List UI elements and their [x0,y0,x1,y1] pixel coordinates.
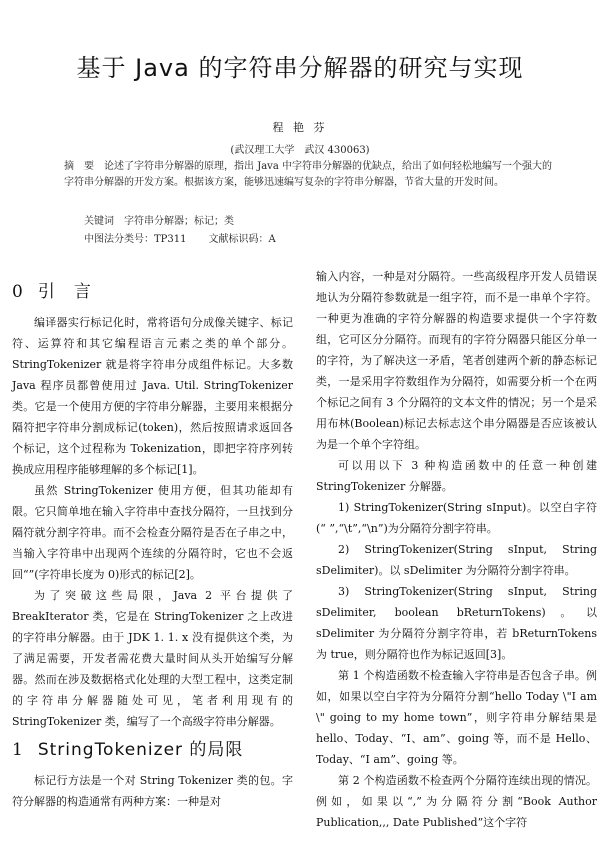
author-name: 程 艳 芬 [272,121,328,134]
paragraph: 可以用以下 3 种构造函数中的任意一种创建 StringTokenizer 分解器。 [316,459,597,493]
paragraph: 为了突破这些局限，Java 2 平台提供了 BreakIterator 类，它是在 StringTokenizer 之上改进的字符串分解器。由于 JDK 1. 1. x 没有提供这个类，为了满足需要，开发者需花费大量时间从头开始编写分解器。然而在涉及数据格式化处理的大型工程中，这类定制的字符串分解器随处可见，笔者利用现有的 StringTokenizer 类，编写了一个高级字符串分解器。 [12,589,293,728]
abstract: 摘 要 论述了字符串分解器的原理，指出 Java 中字符串分解器的优缺点，给出了如何轻松地编写一个强大的字符串分解器的开发方案。根据该方案，能够迅速编写复杂的字符串分解器，节省大量的开发时间。 [64,161,552,188]
paper-title: 基于 Java 的字符串分解器的研究与实现 [76,54,524,82]
keywords: 关键词 字符串分解器；标记；类 [84,216,234,227]
right-column [316,266,597,833]
list-item: 2) StringTokenizer(String sInput, String sDelimiter)。以 sDelimiter 为分隔符分割字符串。 [316,543,597,577]
section-number: 0 [12,282,24,302]
classification-line [84,230,298,245]
list-item: 3) StringTokenizer(String sInput, String sDelimiter, boolean bReturnTokens)。以 sDelimiter 为分隔符分割字符串，若 bReturnTokens 为 true，则分隔符也作为标记返回[3]。 [316,585,597,661]
section-title: StringTokenizer 的局限 [37,740,244,760]
paragraph: 第 1 个构造函数不检查输入字符串是否包含子串。例如，如果以空白字符为分隔符分割“hello Today \"I am \" going to my home town”，则字符串分解结果是 hello、Today、“I、am”、going 等，而不是 Hello、Today、“I am”、going 等。 [316,669,597,766]
affiliation: (武汉理工大学 武汉 430063) [230,145,370,156]
list-item: 1) StringTokenizer(String sInput)。以空白字符(“ ”,“\t”,“\n”)为分隔符分割字符串。 [316,501,597,535]
paragraph: 虽然 StringTokenizer 使用方便，但其功能却有限。它只简单地在输入字符串中查找分隔符，一旦找到分隔符就分割字符串。而不会检查分隔符是否在子串之中，当输入字符串中出现两个连续的分隔符时，它也不会返回“”(字符串长度为 0)形式的标记[2]。 [12,484,293,581]
paragraph: 输入内容，一种是对分隔符。一些高级程序开发人员错误地认为分隔符参数就是一组字符，而不是一串单个字符。一种更为准确的字符分解器的构造要求提供一个字符数组，它可区分分隔符。而现有的字符分隔器只能区分单一的字符，为了解决这一矛盾，笔者创建两个新的静态标记类，一是采用字符数组作为分隔符，如需要分析一个在两个标记之间有 3 个分隔符的文本文件的情况；另一个是采用布林(Boolean)标记去标志这个串分隔器是否应该被认为是一个单个字符组。 [316,270,597,451]
section-heading-limitations [12,738,293,762]
document-code: 文献标识码：A [208,234,276,245]
section-title: 引 言 [37,282,92,302]
left-column [12,274,293,812]
paragraph: 第 2 个构造函数不检查两个分隔符连续出现的情况。例如，如果以“,”为分隔符分割“Book Author Publication,,, Date Published”这个字符 [316,774,597,829]
paragraph: 标记行方法是一个对 String Tokenizer 类的包。字符分解器的构造通常有两种方案：一种是对 [12,774,293,808]
paragraph: 编译器实行标记化时，常将语句分成像关键字、标记符、运算符和其它编程语言元素之类的单个部分。StringTokenizer 就是将字符串分成组件标记。大多数 Java 程序员都曾使用过 Java. Util. StringTokenizer 类。它是一个使用方便的字符串分解器，主要用来根据分隔符把字符串分割成标记(token)，然后按照请求返回各个标记，这个过程称为 Tokenization，即把字符序列转换成应用程序能够理解的多个标记[1]。 [12,316,293,476]
section-heading-introduction [12,280,293,304]
section-number: 1 [12,740,24,760]
clc-number: 中图法分类号：TP311 [84,234,187,245]
